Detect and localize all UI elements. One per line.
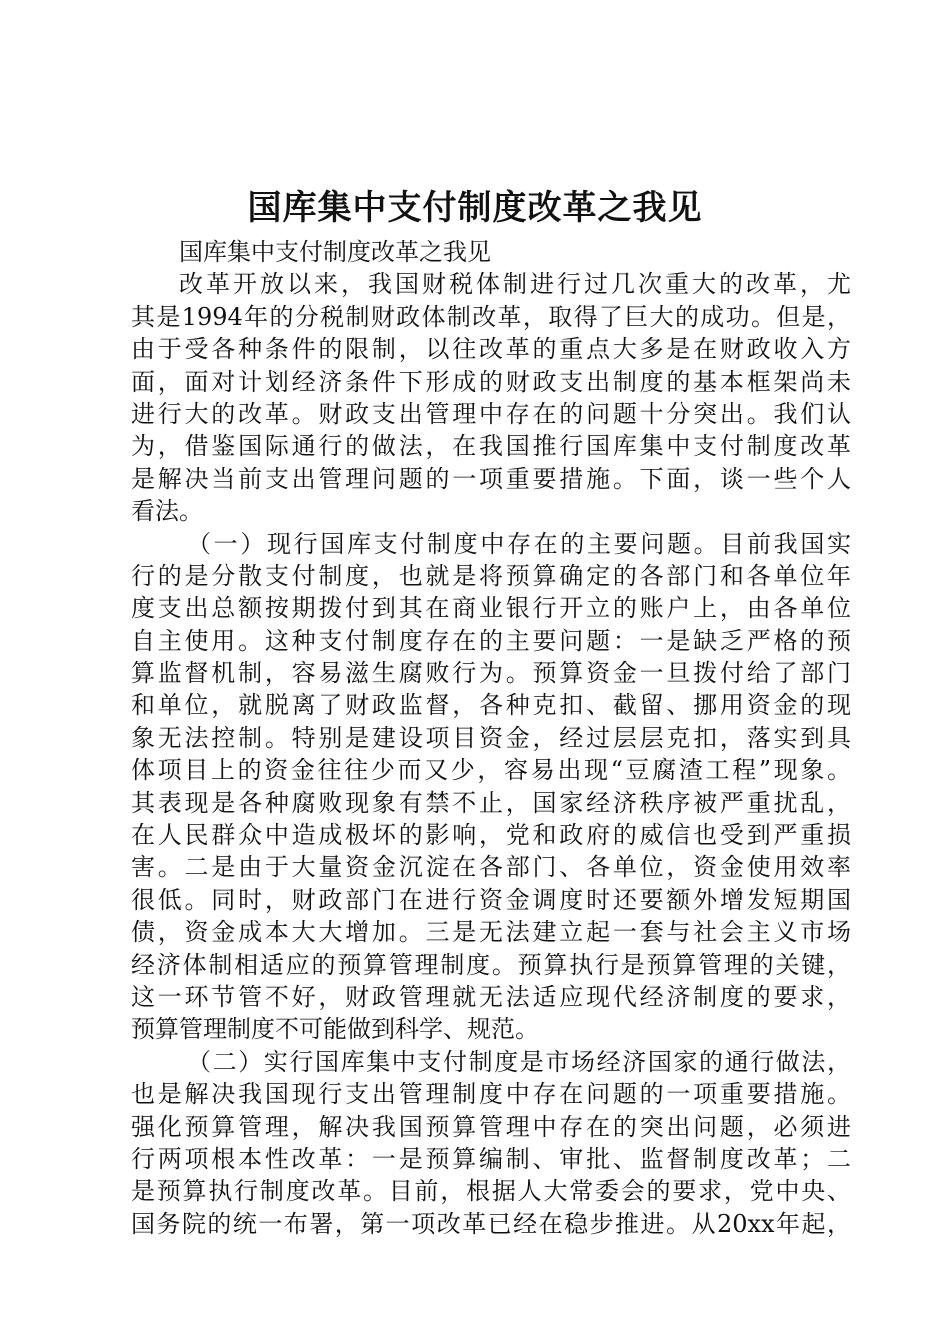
- text-line: 行的是分散支付制度，也就是将预算确定的各部门和各单位年: [131, 561, 851, 590]
- text-line: 害。二是由于大量资金沉淀在各部门、各单位，资金使用效率: [131, 853, 851, 882]
- text-line: 进行大的改革。财政支出管理中存在的问题十分突出。我们认: [131, 399, 851, 428]
- text-line: 其表现是各种腐败现象有禁不止，国家经济秩序被严重扰乱，: [131, 788, 851, 817]
- text-line: 行两项根本性改革：一是预算编制、审批、监督制度改革；二: [131, 1144, 851, 1173]
- text-line: （二）实行国库集中支付制度是市场经济国家的通行做法，: [187, 1047, 851, 1076]
- text-line: 很低。同时，财政部门在进行资金调度时还要额外增发短期国: [131, 885, 851, 914]
- text-line: 度支出总额按期拨付到其在商业银行开立的账户上，由各单位: [131, 594, 851, 623]
- document-body: [131, 236, 851, 1240]
- text-line: 在人民群众中造成极坏的影响，党和政府的威信也受到严重损: [131, 821, 851, 850]
- text-line: 债，资金成本大大增加。三是无法建立起一套与社会主义市场: [131, 918, 851, 947]
- text-line: 象无法控制。特别是建设项目资金，经过层层克扣，落实到具: [131, 723, 851, 752]
- text-line: 也是解决我国现行支出管理制度中存在问题的一项重要措施。: [131, 1080, 851, 1109]
- text-line: 是预算执行制度改革。目前，根据人大常委会的要求，党中央、: [131, 1177, 851, 1206]
- text-line: 自主使用。这种支付制度存在的主要问题：一是缺乏严格的预: [131, 626, 851, 655]
- text-line: 由于受各种条件的限制，以往改革的重点大多是在财政收入方: [131, 335, 851, 364]
- text-line: 强化预算管理，解决我国预算管理中存在的突出问题，必须进: [131, 1112, 851, 1141]
- text-line: （一）现行国库支付制度中存在的主要问题。目前我国实: [187, 529, 851, 558]
- text-line: 面，面对计划经济条件下形成的财政支出制度的基本框架尚未: [131, 367, 851, 396]
- text-line: 国务院的统一布署，第一项改革已经在稳步推进。从20xx年起，: [131, 1209, 851, 1238]
- text-line: 是解决当前支出管理问题的一项重要措施。下面，谈一些个人: [131, 464, 851, 493]
- text-line: 算监督机制，容易滋生腐败行为。预算资金一旦拨付给了部门: [131, 659, 851, 688]
- text-line: 和单位，就脱离了财政监督，各种克扣、截留、挪用资金的现: [131, 691, 851, 720]
- text-line: 其是1994年的分税制财政体制改革，取得了巨大的成功。但是，: [131, 302, 851, 331]
- text-line: 经济体制相适应的预算管理制度。预算执行是预算管理的关键，: [131, 950, 851, 979]
- text-line: 预算管理制度不可能做到科学、规范。: [131, 1015, 539, 1044]
- document-title: 国库集中支付制度改革之我见: [247, 188, 703, 228]
- text-line: 这一环节管不好，财政管理就无法适应现代经济制度的要求，: [131, 982, 851, 1011]
- text-line: 为，借鉴国际通行的做法，在我国推行国库集中支付制度改革: [131, 432, 851, 461]
- text-line: 体项目上的资金往往少而又少，容易出现“豆腐渣工程”现象。: [131, 756, 851, 785]
- text-line: 看法。: [131, 497, 203, 526]
- text-line: 国库集中支付制度改革之我见: [179, 238, 491, 266]
- text-line: 改革开放以来，我国财税体制进行过几次重大的改革，尤: [179, 270, 851, 299]
